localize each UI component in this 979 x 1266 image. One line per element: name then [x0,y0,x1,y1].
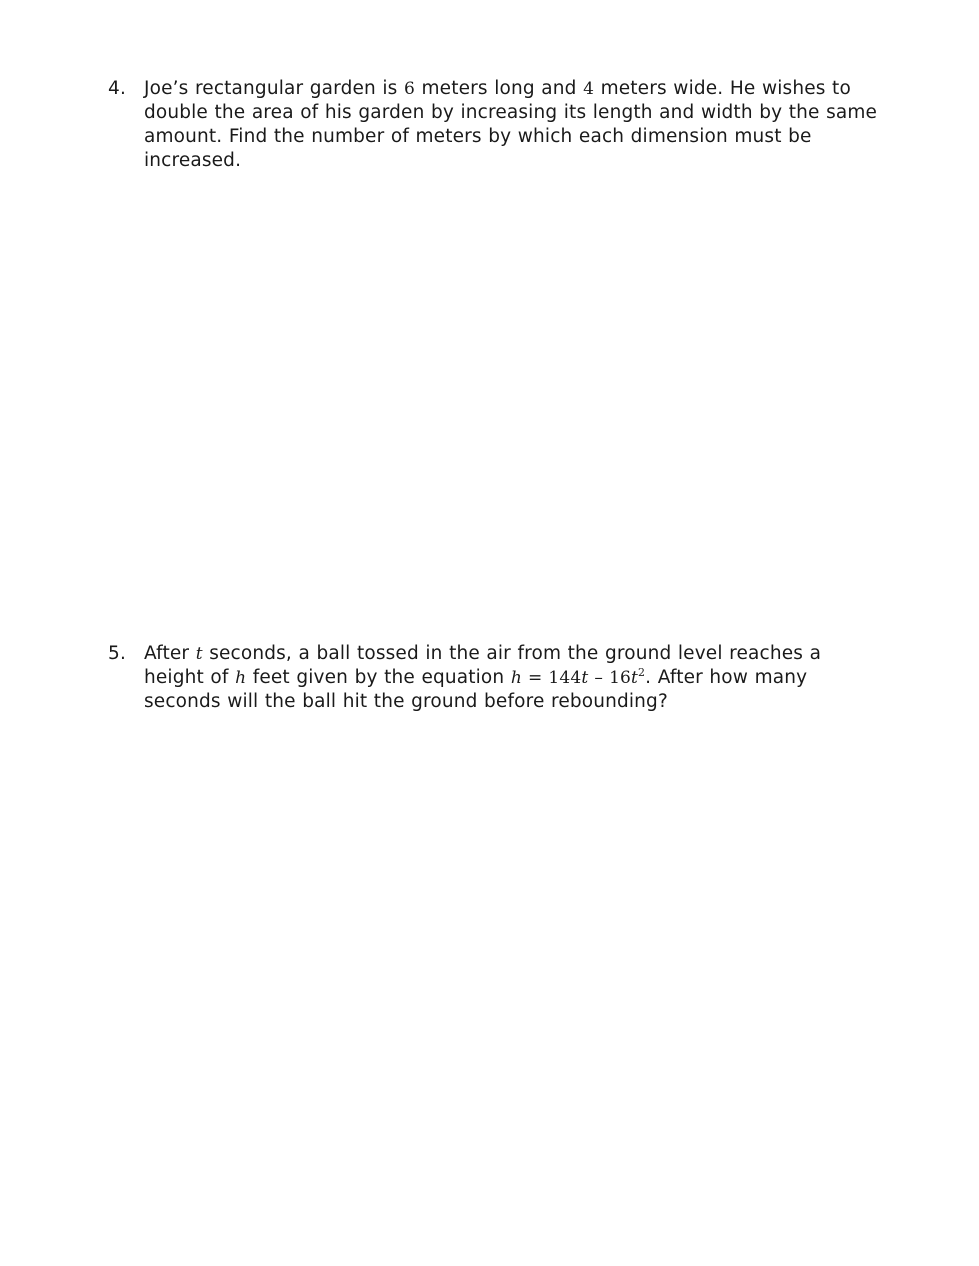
math-variable: t [631,668,638,688]
text-segment: meters wide. He wishes to double the area of his garden by increasing its length and width by the same amount. Find the number of meters by which each dimension must be increased. [144,78,878,171]
math-number: 4 [583,79,595,99]
work-space [144,720,874,1220]
problem-number: 4. [108,78,127,99]
problem-text [144,77,878,173]
math-variable: h [235,668,247,688]
math-exponent: 2 [638,666,646,679]
text-segment: After [144,643,196,664]
math-variable: t [581,668,589,688]
problem-text [144,642,878,714]
problem-5 [108,642,878,714]
text-segment: feet given by the equation [246,667,511,688]
math-variable: h [510,668,522,688]
text-segment: meters long and [414,78,584,99]
math-operator: = 144 [521,668,582,688]
text-segment: seconds, a ball tossed in the air from the ground level reaches a height of [144,643,822,688]
math-number: 6 [404,79,415,99]
math-variable: t [195,644,203,664]
work-space [144,180,874,620]
equation [511,667,645,688]
text-segment: . After how many seconds will the ball hit the ground before rebounding? [144,667,808,712]
problem-4 [108,77,878,173]
problem-number: 5. [108,643,127,664]
text-segment: Joe’s rectangular garden is [144,78,405,99]
math-operator: – 16 [588,668,632,688]
